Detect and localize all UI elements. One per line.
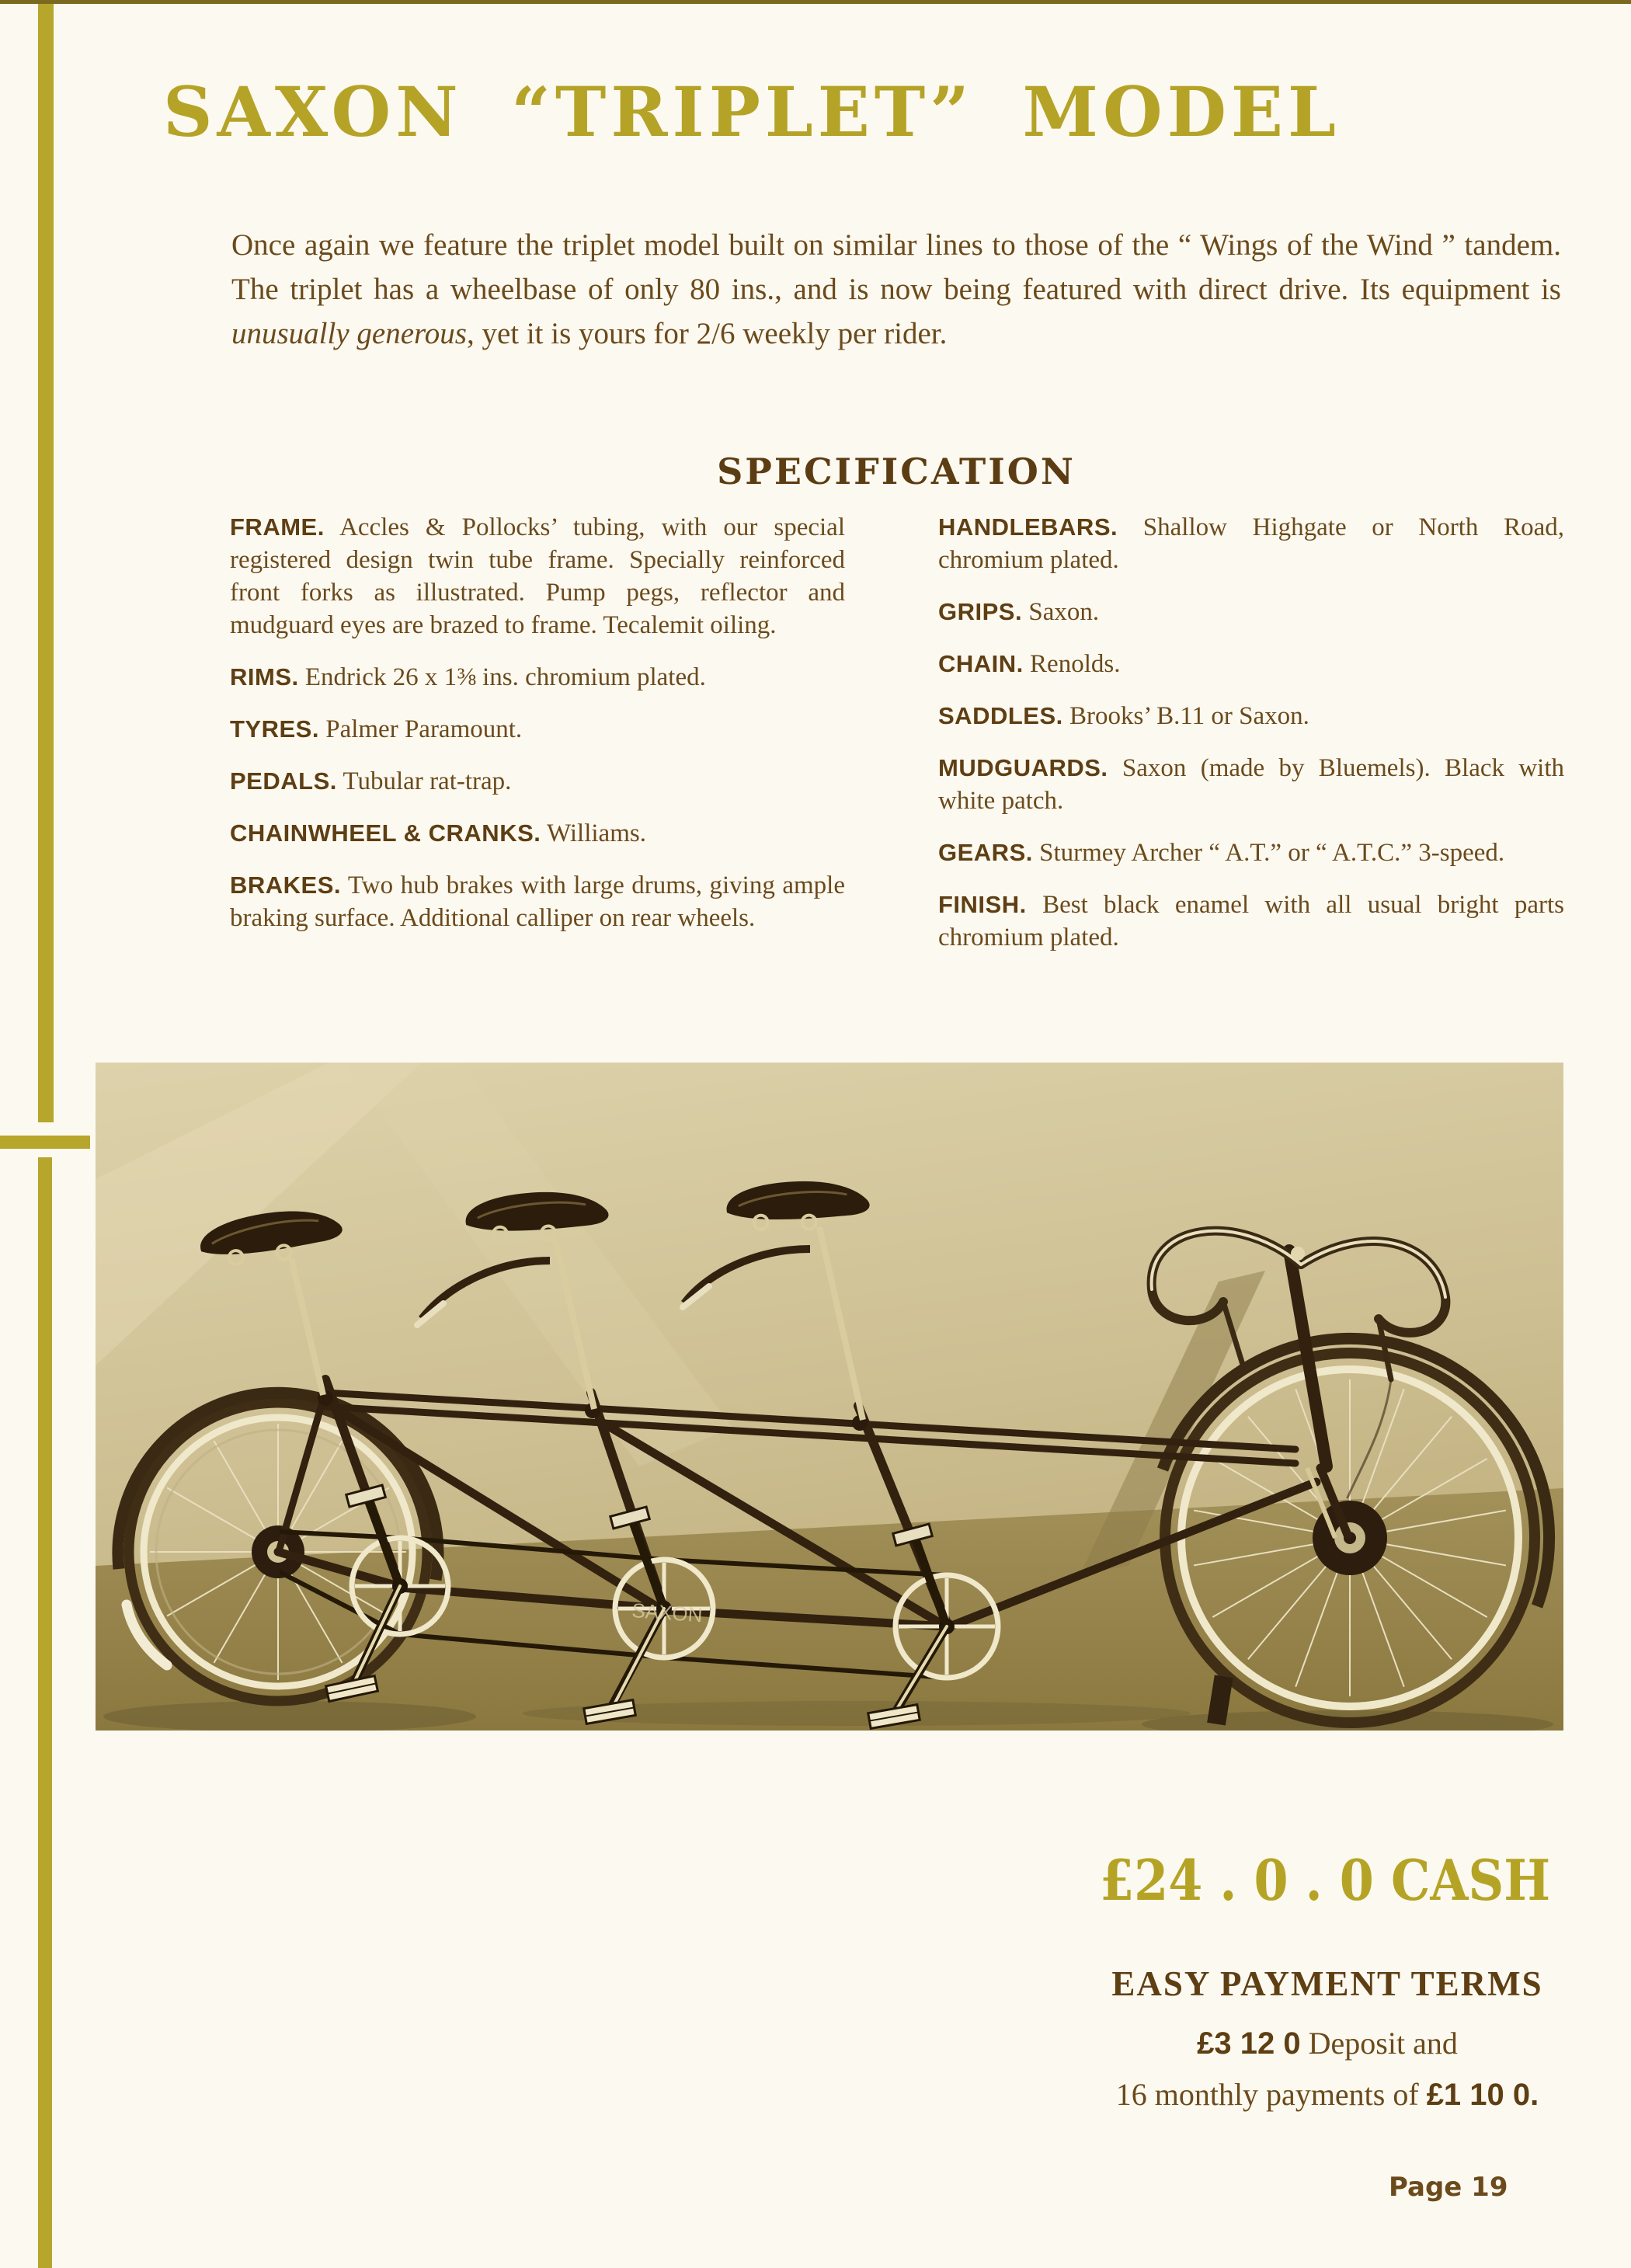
specification-heading: SPECIFICATION bbox=[717, 450, 1076, 492]
spec-item-text: Saxon. bbox=[1028, 598, 1100, 626]
spec-item-label: GRIPS. bbox=[938, 598, 1023, 625]
spec-item-label: SADDLES. bbox=[938, 702, 1063, 729]
spec-item-label: TYRES. bbox=[230, 715, 319, 743]
spec-item-text: Two hub brakes with large drums, giving ample braking surface. Additional calliper on rear wheels. bbox=[230, 871, 845, 932]
intro-text-italic: unusually generous bbox=[231, 317, 467, 350]
spec-item-pedals bbox=[230, 765, 845, 798]
spec-item-text: Brooks’ B.11 or Saxon. bbox=[1069, 702, 1309, 730]
spec-item-frame bbox=[230, 511, 845, 642]
monthly-amount: £1 10 0. bbox=[1426, 2078, 1539, 2112]
spec-item-gears bbox=[938, 837, 1564, 869]
spec-item-text: Accles & Pollocks’ tubing, with our special registered design twin tube frame. Specially reinforced front forks as illustrated. Pump pegs, reflector and mudguard eyes are brazed to frame. Tecalemit oiling. bbox=[230, 513, 845, 639]
left-rule-bottom bbox=[38, 1157, 52, 2268]
cash-price: £24 . 0 . 0 CASH bbox=[1099, 1847, 1550, 1913]
spec-item-text: Renolds. bbox=[1030, 650, 1121, 678]
spec-item-grips bbox=[938, 596, 1564, 628]
spec-item-label: FINISH. bbox=[938, 891, 1027, 918]
spec-item-chain bbox=[938, 648, 1564, 680]
spec-item-label: CHAINWHEEL & CRANKS. bbox=[230, 819, 541, 847]
spec-item-rims bbox=[230, 661, 845, 694]
bicycle-photo bbox=[96, 1063, 1563, 1731]
spec-item-text: Palmer Paramount. bbox=[325, 715, 523, 743]
spec-item-text: Best black enamel with all usual bright parts chromium plated. bbox=[938, 891, 1564, 951]
spec-column-left bbox=[230, 511, 845, 954]
spec-item-label: GEARS. bbox=[938, 839, 1033, 866]
deposit-text: Deposit and bbox=[1300, 2026, 1458, 2061]
spec-item-text: Sturmey Archer “ A.T.” or “ A.T.C.” 3-speed. bbox=[1039, 839, 1505, 867]
deposit-line bbox=[1025, 2018, 1629, 2069]
left-rule-top bbox=[38, 4, 54, 1122]
easy-payment-terms bbox=[1025, 1964, 1629, 2120]
left-rule-cross bbox=[0, 1136, 90, 1149]
monthly-line bbox=[1025, 2069, 1629, 2120]
spec-item-text: Endrick 26 x 1⅜ ins. chromium plated. bbox=[304, 663, 706, 691]
intro-text-2: , yet it is yours for 2/6 weekly per rider. bbox=[466, 317, 948, 350]
spec-column-right bbox=[938, 511, 1564, 973]
frame-transfer-text: SAXON bbox=[631, 1598, 704, 1627]
spec-item-handlebars bbox=[938, 511, 1564, 576]
page-number: Page 19 bbox=[1389, 2172, 1508, 2203]
deposit-amount: £3 12 0 bbox=[1197, 2026, 1301, 2061]
spec-item-label: PEDALS. bbox=[230, 767, 337, 795]
spec-item-mudguards bbox=[938, 752, 1564, 817]
spec-item-text: Williams. bbox=[547, 819, 646, 847]
spec-item-label: HANDLEBARS. bbox=[938, 513, 1118, 541]
spec-item-label: MUDGUARDS. bbox=[938, 754, 1108, 781]
monthly-text: 16 monthly payments of bbox=[1115, 2077, 1427, 2112]
spec-item-label: CHAIN. bbox=[938, 650, 1024, 677]
page-title: SAXON “TRIPLET” MODEL bbox=[163, 71, 1341, 152]
terms-heading: EASY PAYMENT TERMS bbox=[1111, 1964, 1543, 2003]
spec-item-text: Shallow Highgate or North Road, chromium plated. bbox=[938, 513, 1564, 574]
intro-paragraph bbox=[231, 223, 1561, 356]
spec-item-finish bbox=[938, 889, 1564, 954]
spec-item-brakes bbox=[230, 869, 845, 934]
spec-item-tyres bbox=[230, 713, 845, 746]
page-top-edge-line bbox=[0, 0, 1631, 4]
spec-item-chainwheel bbox=[230, 817, 845, 850]
spec-item-text: Tubular rat-trap. bbox=[343, 767, 512, 795]
spec-item-label: FRAME. bbox=[230, 513, 325, 541]
triplet-bicycle-illustration bbox=[96, 1063, 1563, 1731]
intro-text-1: Once again we feature the triplet model built on similar lines to those of the “ Wings of the Wind ” tandem. The triplet has a wheelbase of only 80 ins., and is now being featured with direct drive. Its equipment is bbox=[231, 228, 1561, 306]
spec-item-label: BRAKES. bbox=[230, 871, 342, 899]
spec-item-text: Saxon (made by Bluemels). Black with white patch. bbox=[938, 754, 1564, 815]
spec-item-saddles bbox=[938, 700, 1564, 732]
spec-item-label: RIMS. bbox=[230, 663, 299, 690]
